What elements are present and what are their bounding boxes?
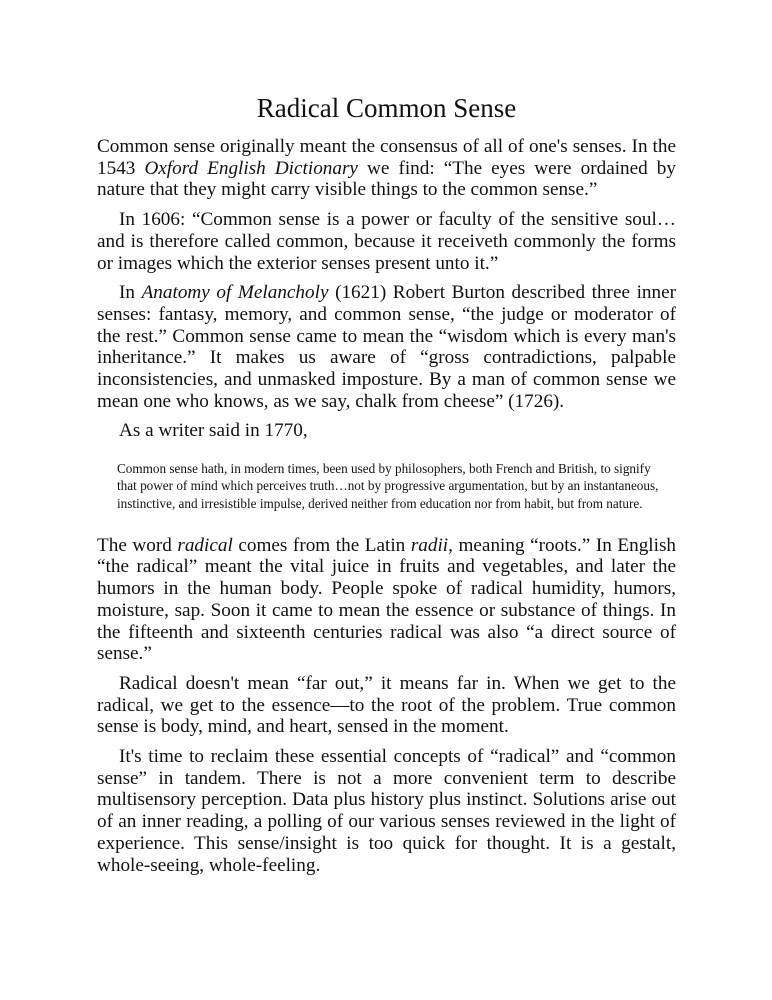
paragraph-far-in: Radical doesn't mean “far out,” it means far in. When we get to the radical, we get to the essence—to the root of the problem. True common sense is body, mind, and heart, sensed in the moment.	[97, 672, 676, 738]
paragraph-text: , meaning “roots.” In English “the radical” meant the vital juice in fruits and vegetables, and later the humors in the human body. People spoke of radical humidity, humors, moisture, sap. Soon it came to mean the essence or substance of things. In the fifteenth and sixteenth centuries radical was also “a direct source of sense.”	[97, 534, 677, 665]
paragraph-1770-intro: As a writer said in 1770,	[119, 420, 308, 442]
paragraph-text: we find: “The eyes were ordained by nature that they might carry visible things to the common sense.”	[97, 157, 676, 201]
italic-term: radical	[177, 534, 233, 556]
paragraph-reclaim: It's time to reclaim these essential concepts of “radical” and “common sense” in tandem. There is not a more convenient term to describe multisensory perception. Data plus history plus instinct. Solutions arise out of an inner reading, a polling of our various senses reviewed in the light of experience. This sense/insight is too quick for thought. It is a gestalt, whole-seeing, whole-feeling.	[97, 746, 676, 876]
paragraph-text: (1621) Robert Burton described three inner senses: fantasy, memory, and common sense, “the judge or moderator of the rest.” Common sense came to mean the “wisdom which is every man's inheritance.” It makes us aware of “gross contradictions, palpable inconsistencies, and unmasked imposture. By a man of common sense we mean one who knows, as we say, chalk from cheese” (1726).	[97, 282, 676, 412]
paragraph-text: The word	[97, 534, 178, 556]
paragraph-1606: In 1606: “Common sense is a power or faculty of the sensitive soul…and is therefore called common, because it receiveth commonly the forms or images which the exterior senses present unto it.”	[97, 209, 676, 274]
document-page	[97, 0, 676, 876]
paragraph-text: comes from the Latin	[232, 534, 411, 556]
paragraph-burton	[97, 282, 676, 412]
paragraph-text: In	[119, 282, 142, 304]
paragraph-text: Common sense originally meant the consensus of all of one's senses. In the 1543	[97, 136, 676, 179]
italic-term: radii	[410, 534, 449, 556]
page-title: Radical Common Sense	[256, 93, 517, 123]
book-title: Oxford English Dictionary	[144, 157, 358, 179]
book-title: Anatomy of Melancholy	[141, 282, 329, 304]
paragraph-radical	[97, 535, 676, 665]
paragraph-origin	[97, 136, 676, 201]
block-quote: Common sense hath, in modern times, been used by philosophers, both French and British, to signify that power of mind which perceives truth…not by progressive argumentation, but by an instantaneous, instinctive, and irresistible impulse, derived neither from education nor from habit, but from nature.	[117, 461, 659, 511]
